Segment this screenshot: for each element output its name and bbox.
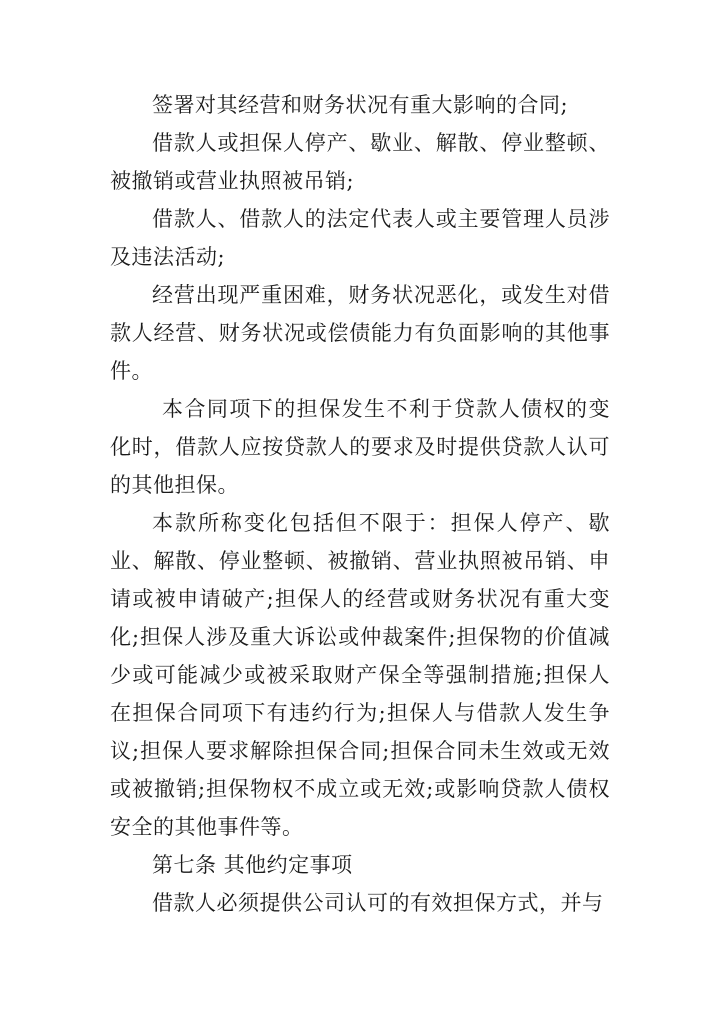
paragraph-change-definition: 本款所称变化包括但不限于：担保人停产、歇业、解散、停业整顿、被撤销、营业执照被吊销、申请或被申请破产;担保人的经营或财务状况有重大变化;担保人涉及重大诉讼或仲裁案件;担保物的价值减少或可能减少或被采取财产保全等强制措施;担保人在担保合同项下有违约行为;担保人与借款人发生争议;担保人要求解除担保合同;担保合同未生效或无效或被撤销;担保物权不成立或无效;或影响贷款人债权安全的其他事件等。 xyxy=(110,511,610,839)
paragraph-illegal-activity: 借款人、借款人的法定代表人或主要管理人员涉及违法活动; xyxy=(110,207,610,269)
paragraph-guarantee-change: 本合同项下的担保发生不利于贷款人债权的变化时，借款人应按贷款人的要求及时提供贷款人认可的其他担保。 xyxy=(110,397,610,497)
paragraph-suspension: 借款人或担保人停产、歇业、解散、停业整顿、被撤销或营业执照被吊销; xyxy=(110,131,610,193)
paragraph-guarantee-requirement: 借款人必须提供公司认可的有效担保方式，并与 xyxy=(152,891,604,915)
paragraph-contract-signing: 签署对其经营和财务状况有重大影响的合同; xyxy=(152,93,569,117)
paragraph-operating-difficulty: 经营出现严重困难，财务状况恶化，或发生对借款人经营、财务状况或偿债能力有负面影响的其他事件。 xyxy=(110,283,610,383)
section-heading-article-7: 第七条 其他约定事项 xyxy=(152,853,353,877)
document-body xyxy=(110,86,610,922)
